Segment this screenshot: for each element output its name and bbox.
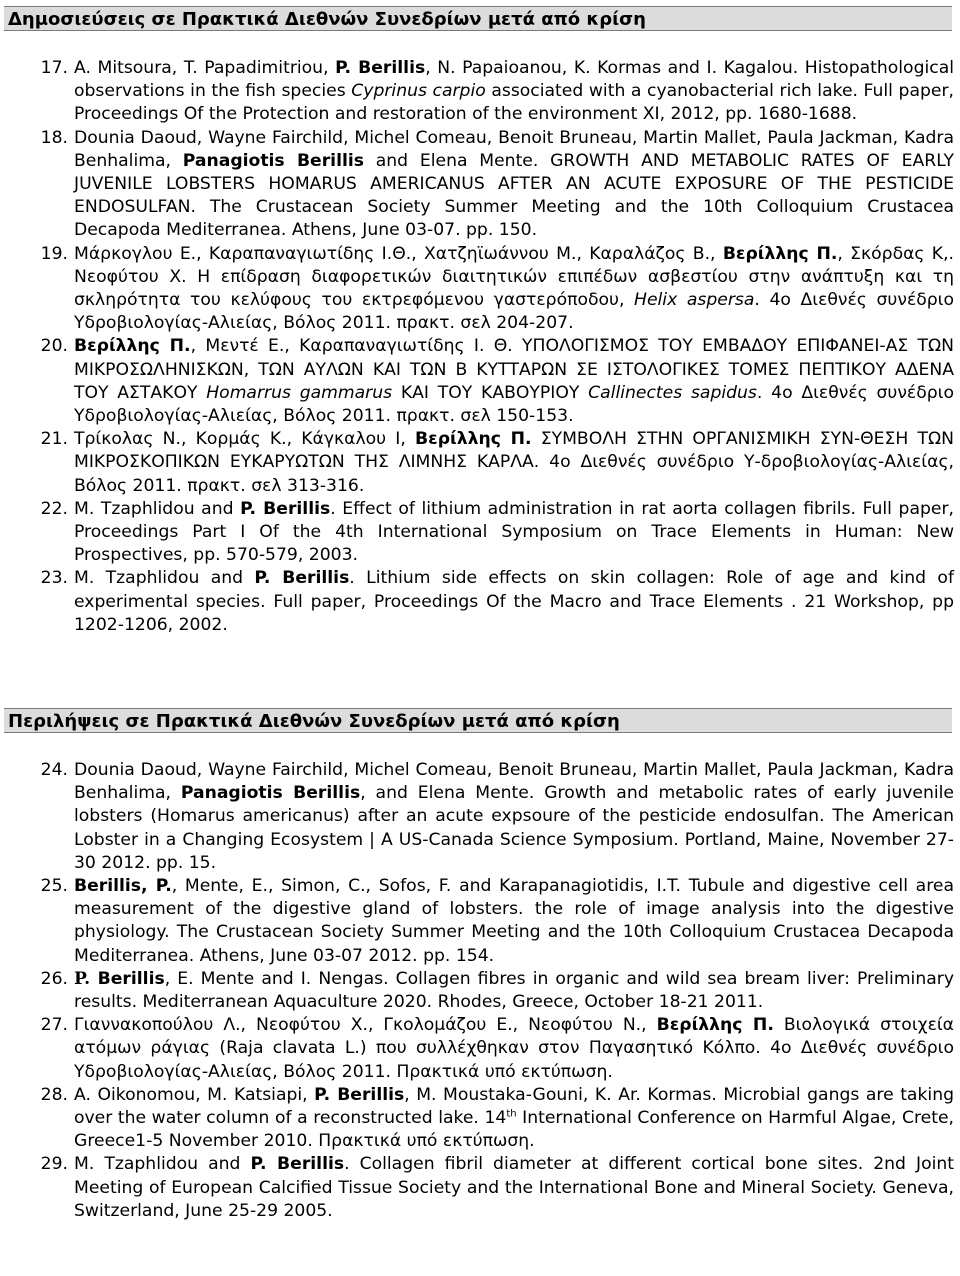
author-highlight: Βερίλλης Π. <box>415 429 532 450</box>
entry-text-part: . Collagen fibril diameter at different cortical bone sites. 2nd Joint Meeting of European Calcified Tissue Society and the International Bone and Mineral Society. Geneva, Switzerland, June 25-29 2005. <box>74 1154 954 1221</box>
list-item <box>0 968 960 1014</box>
entry-text-part: . Lithium side effects on skin collagen: Role of age and kind of experimental species. Full paper, Proceedings Of the Macro and Trace Elements . 21 Workshop, pp 1202-1206, 2002. <box>74 568 954 635</box>
author-highlight: Berillis <box>90 968 165 989</box>
entry-text-part: . 4ο Διεθνές συνέδριο Υδροβιολογίας-Αλιείας, Βόλος 2011. πρακτ. σελ 150-153. <box>74 382 954 427</box>
author-highlight: Βερίλλης Π. <box>656 1015 774 1036</box>
publications-list <box>0 57 960 637</box>
author-highlight: P. Berillis <box>254 568 350 589</box>
entry-text-part: , and Elena Mente. Growth and metabolic rates of early juvenile lobsters (Homarus americanus) after an acute expsoure of the pesticide endosulfan. The American Lobster in a Changing Ecosystem | A US-Canada Science Symposium. Portland, Maine, November 27-30 2012. pp. 15. <box>74 783 955 873</box>
author-highlight: P. Berillis <box>314 1084 405 1105</box>
entry-text <box>74 1084 954 1154</box>
entry-text <box>74 127 954 243</box>
entry-text-part: A. Oikonomou, M. Katsiapi, <box>74 1084 315 1105</box>
list-item <box>0 567 960 637</box>
entry-number: 26. <box>40 968 68 989</box>
entry-text-part: th <box>506 1108 517 1120</box>
entry-text-part: ΚΑΙ ΤΟΥ ΚΑΒΟΥΡΙΟΥ <box>392 382 589 403</box>
list-item <box>0 57 960 127</box>
author-highlight: P. Berillis <box>335 58 426 78</box>
entry-number: 29. <box>40 1154 68 1175</box>
entry-text-part: . Effect of lithium administration in rat aorta collagen fibrils. Full paper, Proceedings Part I Of the 4th International Symposium on Trace Elements in Human: New Prospectives, pp. 570-579, 2003. <box>74 498 955 566</box>
list-item <box>0 1014 960 1084</box>
list-item <box>0 875 960 968</box>
entry-text-part: M. Tzaphlidou and <box>74 1154 251 1175</box>
entry-text-part: . 4ο Διεθνές συνέδριο Υδροβιολογίας-Αλιείας, Βόλος 2011. πρακτ. σελ 204-207. <box>74 290 954 334</box>
list-item <box>0 127 960 243</box>
entry-text-part: associated with a cyanobacterial rich lake. Full paper, Proceedings Of the Protection and restoration of the environment XI, 2012, pp. 1680-1688. <box>74 81 954 125</box>
entry-text-part: Dounia Daoud, Wayne Fairchild, Michel Comeau, Benoit Bruneau, Martin Mallet, Paula Jackman, Kadra Benhalima, <box>74 760 954 804</box>
entry-text-part: Homarrus gammarus <box>206 382 393 403</box>
entry-text-part: Dounia Daoud, Wayne Fairchild, Michel Comeau, Benoit Bruneau, Martin Mallet, Paula Jackman, Kadra Benhalima, <box>74 127 954 171</box>
author-highlight: Βερίλλης Π. <box>722 243 838 264</box>
entry-number: 27. <box>40 1015 68 1036</box>
entry-number: 19. <box>40 243 68 264</box>
entry-text-part: International Conference on Harmful Algae, Crete, Greece1-5 November 2010. Πρακτικά υπό εκτύπωση. <box>74 1108 954 1152</box>
list-item <box>0 1084 960 1154</box>
entry-text-part: , Σκόρδας Κ,. Νεοφύτου Χ. Η επίδραση διαφορετικών διαιτητικών επιπέδων ασβεστίου στην ανάπτυξη και τη σκληρότητα του κελύφους του εκτρεφόμενου γαστερόποδου, <box>74 243 954 311</box>
list-item <box>0 428 960 498</box>
author-highlight: Panagiotis Berillis <box>180 783 361 804</box>
entry-number: 21. <box>40 429 68 450</box>
author-highlight: Berillis, P. <box>74 876 172 897</box>
list-item <box>0 243 960 336</box>
entry-text-part: Callinectes sapidus <box>588 382 757 403</box>
entry-number: 23. <box>40 568 68 589</box>
entry-text <box>74 243 954 336</box>
entry-text-part: , Μεντέ Ε., Καραπαναγιωτίδης Ι. Θ. ΥΠΟΛΟΓΙΣΜΟΣ ΤΟΥ ΕΜΒΑΔΟΥ ΕΠΙΦΑΝΕΙ-ΑΣ ΤΩΝ ΜΙΚΡΟΣΩΛΗΝΙΣΚΩΝ, ΤΩΝ ΑΥΛΩΝ ΚΑΙ ΤΩΝ Β ΚΥΤΤΑΡΩΝ ΣΕ ΙΣΤΟΛΟΓΙΚΕΣ ΤΟΜΕΣ ΠΕΠΤΙΚΟΥ ΑΔΕΝΑ ΤΟΥ ΑΣΤΑΚΟΥ <box>74 336 954 403</box>
entry-text <box>74 335 954 428</box>
entry-number: 17. <box>40 58 68 78</box>
entry-text <box>74 57 954 127</box>
entry-text <box>74 1153 954 1223</box>
entry-number: 18. <box>40 127 68 148</box>
entry-text-part: M. Tzaphlidou and <box>74 568 255 589</box>
section-header-abstracts: Περιλήψεις σε Πρακτικά Διεθνών Συνεδρίων μετά από κρίση <box>4 708 952 733</box>
list-item <box>0 498 960 568</box>
abstracts-list <box>0 759 960 1223</box>
entry-text-part: Γιαννακοπούλου Λ., Νεοφύτου Χ., Γκολομάζου Ε., Νεοφύτου Ν., <box>74 1015 657 1036</box>
entry-text-part: and Elena Mente. GROWTH AND METABOLIC RATES OF EARLY JUVENILE LOBSTERS HOMARUS AMERICANUS AFTER AN ACUTE EXPOSURE OF THE PESTICIDE ENDOSULFAN. The Crustacean Society Summer Meeting and the 10th Colloquium Crustacea Decapoda Mediterranea. Athens, June 03-07. pp. 150. <box>74 150 955 241</box>
entry-text-part: A. Mitsoura, T. Papadimitriou, <box>74 58 336 78</box>
entry-number: 28. <box>40 1084 68 1105</box>
entry-text-part: , Mente, E., Simon, C., Sofos, F. and Karapanagiotidis, I.T. Tubule and digestive cell area measurement of the digestive gland of lobsters. the role of image analysis into the digestive physiology. The Crustacean Society Summer Meeting and the 10th Colloquium Crustacea Decapoda Mediterranea. Athens, June 03-07 2012. pp. 154. <box>74 876 954 966</box>
entry-text-part: , N. Papaioanou, K. Kormas and I. Kagalou. Histopathological observations in the fish species <box>74 58 955 102</box>
entry-text-part: , M. Moustaka-Gouni, K. Ar. Kormas. Microbial gangs are taking over the water column of a reconstructed lake. 14 <box>74 1084 954 1129</box>
entry-number: 22. <box>40 498 68 519</box>
entry-number: 20. <box>40 336 68 357</box>
entry-text-part: Βιολογικά στοιχεία ατόμων ράγιας (Raja clavata L.) που συλλέχθηκαν στον Παγασητικό Κόλπο. 4ο Διεθνές συνέδριο Υδροβιολογίας-Αλιείας, Βόλος 2011. Πρακτικά υπό εκτύπωση. <box>74 1015 955 1082</box>
entry-text <box>74 567 954 637</box>
entry-text <box>74 875 954 968</box>
entry-text <box>74 498 954 568</box>
entry-text <box>74 428 954 498</box>
entry-text-part: , E. Mente and I. Nengas. Collagen fibres in organic and wild sea bream liver: Preliminary results. Mediterranean Aquaculture 2020. Rhodes, Greece, October 18-21 2011. <box>74 968 954 1013</box>
author-highlight: P. Berillis <box>250 1154 345 1175</box>
entry-number: 24. <box>40 760 68 780</box>
entry-text <box>74 1014 954 1084</box>
entry-text-part: Helix aspersa <box>634 290 755 311</box>
list-item <box>0 759 960 875</box>
entry-text-part: P. <box>74 968 91 989</box>
entry-text-part: M. Tzaphlidou and <box>74 498 241 519</box>
author-highlight: Panagiotis Berillis <box>182 150 364 171</box>
section-header-publications: Δημοσιεύσεις σε Πρακτικά Διεθνών Συνεδρίων μετά από κρίση <box>4 6 952 31</box>
author-highlight: Βερίλλης Π. <box>74 336 191 357</box>
entry-text-part: Cyprinus carpio <box>351 81 486 102</box>
entry-text <box>74 968 954 1014</box>
entry-number: 25. <box>40 876 68 897</box>
list-item <box>0 1153 960 1223</box>
entry-text-part: ΣΥΜΒΟΛΗ ΣΤΗΝ ΟΡΓΑΝΙΣΜΙΚΗ ΣΥΝ-ΘΕΣΗ ΤΩΝ ΜΙΚΡΟΣΚΟΠΙΚΩΝ ΕΥΚΑΡΥΩΤΩΝ ΤΗΣ ΛΙΜΝΗΣ ΚΑΡΛΑ. 4ο Διεθνές συνέδριο Υ-δροβιολογίας-Αλιείας, Βόλος 2011. πρακτ. σελ 313-316. <box>74 429 955 496</box>
list-item <box>0 335 960 428</box>
entry-text-part: Τρίκολας Ν., Κορμάς Κ., Κάγκαλου Ι, <box>74 429 416 450</box>
entry-text-part: Μάρκογλου Ε., Καραπαναγιωτίδης Ι.Θ., Χατζηϊωάννου Μ., Καραλάζος Β., <box>74 243 723 264</box>
author-highlight: P. Berillis <box>240 498 331 519</box>
entry-text <box>74 759 954 875</box>
